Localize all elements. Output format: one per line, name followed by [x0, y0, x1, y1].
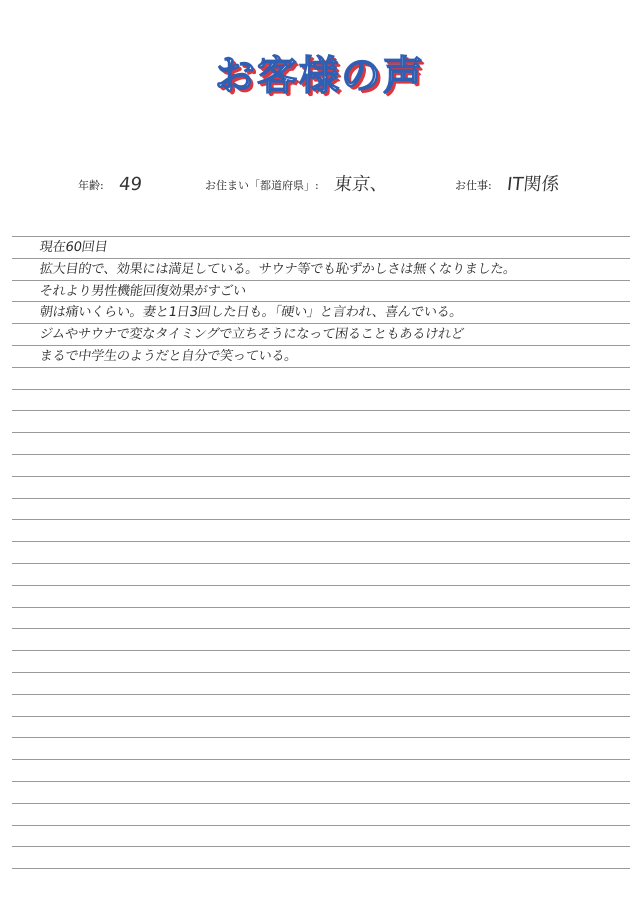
comment-line: 拡大目的で、効果には満足している。サウナ等でも恥ずかしさは無くなりました。 — [38, 261, 518, 277]
ruled-line — [12, 519, 630, 520]
age-label: 年齢: — [78, 179, 104, 192]
age-value: 49 — [117, 174, 143, 195]
ruled-line — [12, 432, 630, 433]
job-label: お仕事: — [455, 179, 492, 192]
page-title: お客様の声 — [215, 53, 425, 99]
comment-line: ジムやサウナで変なタイミングで立ちそうになって困ることもあるけれど — [38, 327, 465, 343]
ruled-line — [12, 498, 630, 499]
ruled-line — [12, 541, 630, 542]
ruled-line — [12, 563, 630, 564]
ruled-line — [12, 825, 630, 826]
ruled-line — [12, 628, 630, 629]
ruled-line — [12, 694, 630, 695]
ruled-line — [12, 454, 630, 455]
ruled-line — [12, 650, 630, 651]
ruled-line — [12, 672, 630, 673]
ruled-line — [12, 846, 630, 847]
ruled-line — [12, 716, 630, 717]
comment-line: 朝は痛いくらい。妻と1日3回した日も。「硬い」と言われ、喜んでいる。 — [38, 305, 464, 321]
ruled-line — [12, 585, 630, 586]
ruled-line — [12, 410, 630, 411]
comment-line: まるで中学生のようだと自分で笑っている。 — [38, 348, 299, 364]
comment-line: 現在60回目 — [38, 240, 109, 255]
ruled-lines — [12, 0, 630, 905]
prefecture-label: お住まい「都道府県」: — [205, 179, 319, 192]
handwritten-comment — [38, 237, 630, 368]
ruled-line — [12, 803, 630, 804]
comment-line: それより男性機能回復効果がすごい — [38, 283, 247, 299]
ruled-line — [12, 737, 630, 738]
ruled-line — [12, 476, 630, 477]
job-value: IT関係 — [505, 174, 561, 195]
ruled-line — [12, 868, 630, 869]
prefecture-value: 東京、 — [332, 174, 389, 195]
ruled-line — [12, 759, 630, 760]
ruled-line — [12, 389, 630, 390]
ruled-line — [12, 607, 630, 608]
ruled-line — [12, 781, 630, 782]
